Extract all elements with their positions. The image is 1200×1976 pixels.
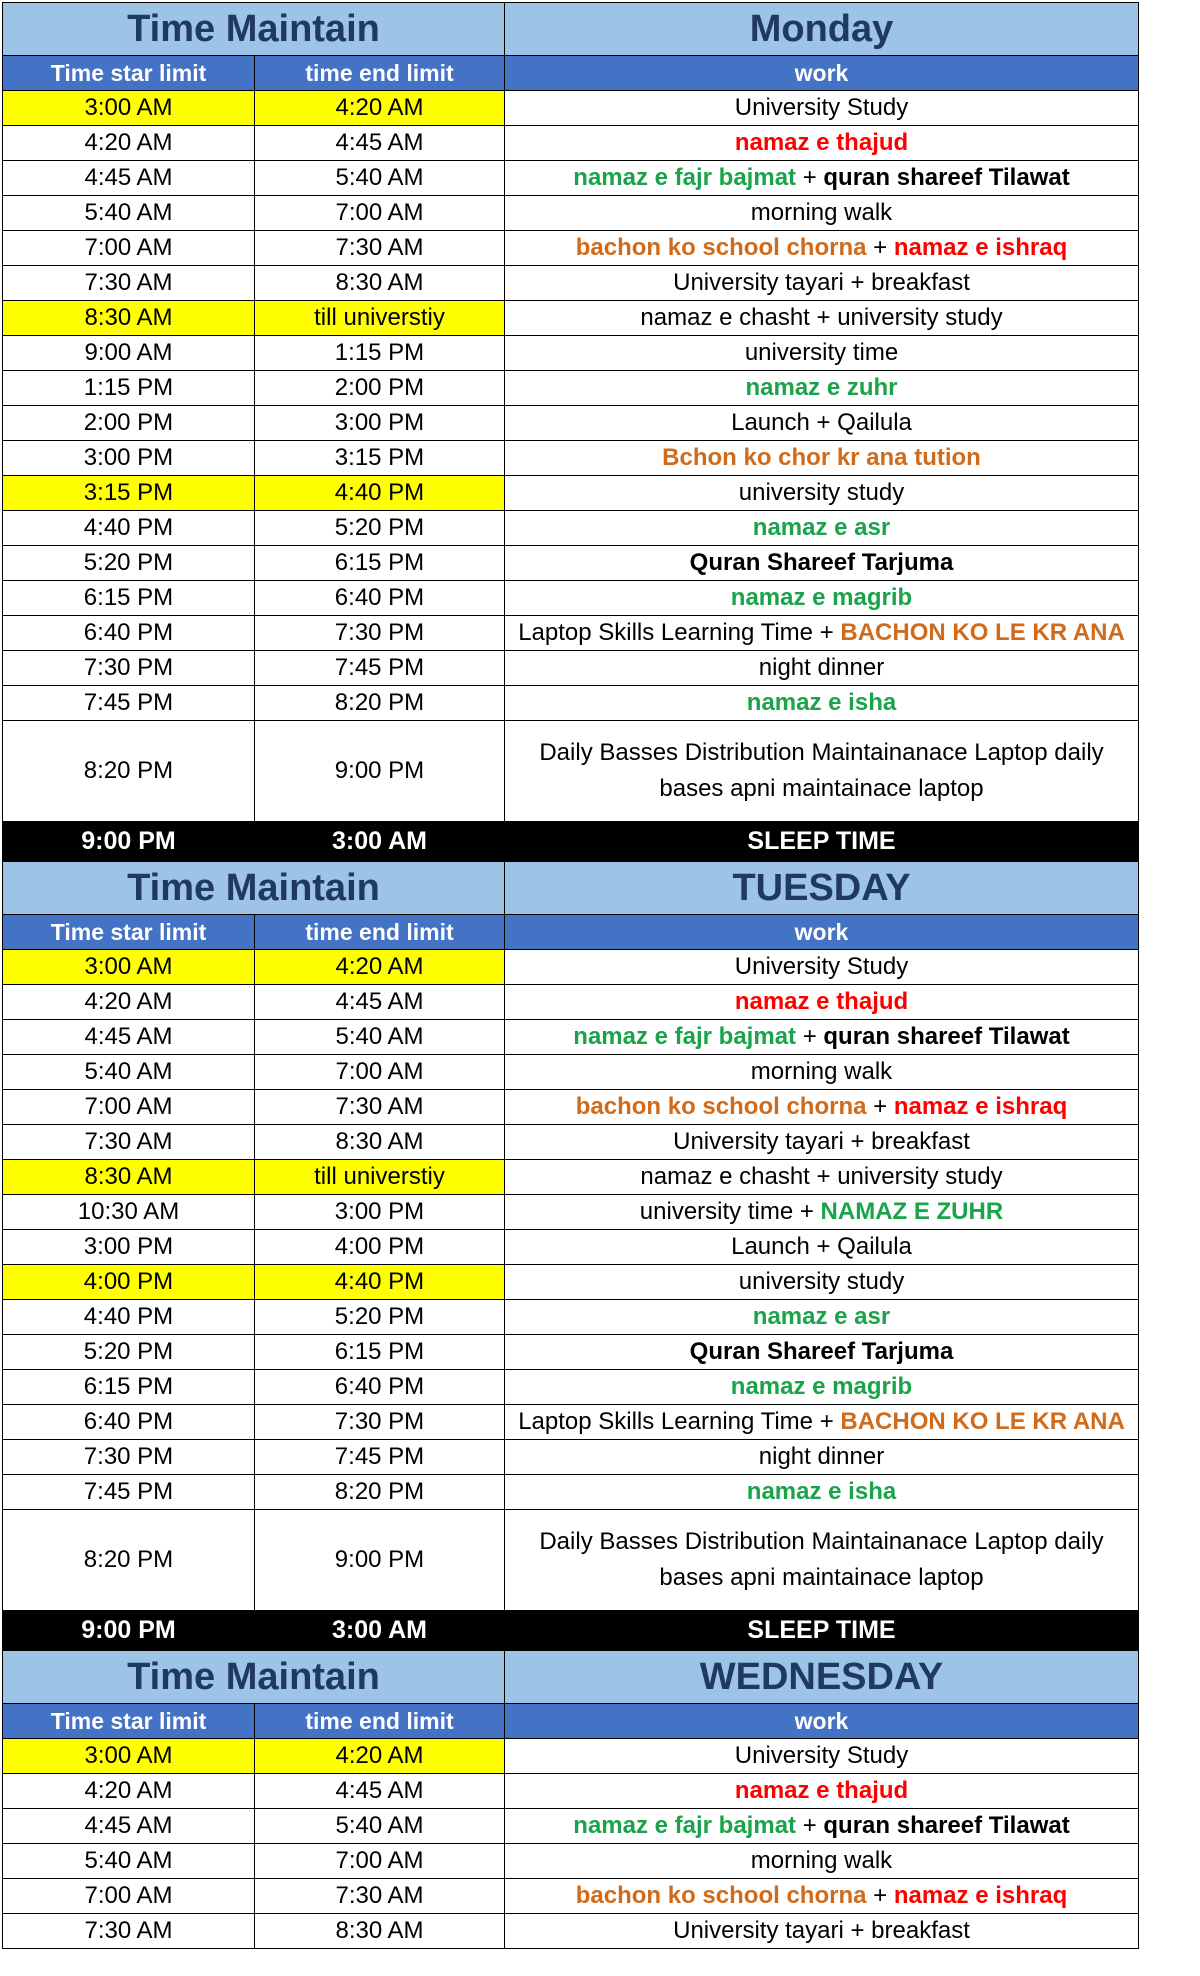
work-cell xyxy=(505,371,1139,406)
end-time-cell: 8:20 PM xyxy=(255,686,505,721)
work-text: Quran Shareef Tarjuma xyxy=(689,549,954,576)
table-row xyxy=(3,1125,1139,1160)
end-time-cell: 7:45 PM xyxy=(255,1440,505,1475)
table-row xyxy=(3,1230,1139,1265)
work-cell xyxy=(505,1300,1139,1335)
day-name: TUESDAY xyxy=(505,862,1139,915)
work-text: Daily Basses Distribution Maintainanace Laptop daily bases apni maintainace laptop xyxy=(539,739,1104,802)
end-time-cell: 4:40 PM xyxy=(255,476,505,511)
column-header: work xyxy=(505,56,1139,91)
table-row xyxy=(3,721,1139,822)
end-time-cell: 3:00 PM xyxy=(255,406,505,441)
end-time-cell: 7:30 AM xyxy=(255,1879,505,1914)
column-header: time end limit xyxy=(255,915,505,950)
work-text: University Study xyxy=(734,1742,909,1769)
work-text: BACHON KO LE KR ANA xyxy=(840,1408,1125,1435)
end-time-cell: 6:15 PM xyxy=(255,1335,505,1370)
table-row xyxy=(3,1195,1139,1230)
work-text: morning walk xyxy=(750,1058,893,1085)
start-time-cell: 7:30 AM xyxy=(3,266,255,301)
start-time-cell: 8:30 AM xyxy=(3,1160,255,1195)
work-cell xyxy=(505,1020,1139,1055)
work-cell xyxy=(505,1370,1139,1405)
work-text: namaz e asr xyxy=(752,1303,891,1330)
start-time-cell: 3:15 PM xyxy=(3,476,255,511)
table-row xyxy=(3,1335,1139,1370)
day-table xyxy=(2,861,1139,1650)
work-text: + xyxy=(796,1023,824,1050)
table-row xyxy=(3,1440,1139,1475)
work-text: quran shareef Tilawat xyxy=(823,164,1070,191)
work-text: namaz e asr xyxy=(752,514,891,541)
start-time-cell: 3:00 AM xyxy=(3,950,255,985)
sleep-end: 3:00 AM xyxy=(255,1611,505,1650)
work-cell xyxy=(505,196,1139,231)
work-cell xyxy=(505,126,1139,161)
work-cell xyxy=(505,1475,1139,1510)
table-row xyxy=(3,231,1139,266)
end-time-cell: 5:40 AM xyxy=(255,1809,505,1844)
day-table xyxy=(2,1650,1139,1949)
work-text: namaz e fajr bajmat xyxy=(573,164,797,191)
start-time-cell: 6:15 PM xyxy=(3,1370,255,1405)
work-cell xyxy=(505,1809,1139,1844)
work-cell xyxy=(505,476,1139,511)
start-time-cell: 7:30 AM xyxy=(3,1914,255,1949)
end-time-cell: 1:15 PM xyxy=(255,336,505,371)
work-cell xyxy=(505,950,1139,985)
work-text: + xyxy=(866,1882,894,1909)
end-time-cell: 6:15 PM xyxy=(255,546,505,581)
work-cell xyxy=(505,301,1139,336)
end-time-cell: 5:20 PM xyxy=(255,1300,505,1335)
table-row xyxy=(3,406,1139,441)
work-cell xyxy=(505,1405,1139,1440)
day-name: WEDNESDAY xyxy=(505,1651,1139,1704)
work-text: NAMAZ E ZUHR xyxy=(820,1198,1004,1225)
start-time-cell: 8:20 PM xyxy=(3,721,255,822)
title-row xyxy=(3,3,1139,56)
work-cell xyxy=(505,91,1139,126)
table-row xyxy=(3,1510,1139,1611)
work-text: morning walk xyxy=(750,1847,893,1874)
table-row xyxy=(3,546,1139,581)
work-cell xyxy=(505,581,1139,616)
work-text: namaz e ishraq xyxy=(893,234,1068,261)
table-row xyxy=(3,1739,1139,1774)
header-row xyxy=(3,915,1139,950)
table-row xyxy=(3,511,1139,546)
work-text: university study xyxy=(738,479,905,506)
end-time-cell: 7:45 PM xyxy=(255,651,505,686)
work-text: namaz e thajud xyxy=(734,1777,909,1804)
work-text: namaz e ishraq xyxy=(893,1882,1068,1909)
table-row xyxy=(3,126,1139,161)
work-cell xyxy=(505,616,1139,651)
start-time-cell: 4:40 PM xyxy=(3,511,255,546)
work-text: BACHON KO LE KR ANA xyxy=(840,619,1125,646)
table-row xyxy=(3,266,1139,301)
work-text: namaz e chasht + university study xyxy=(640,304,1003,331)
start-time-cell: 5:20 PM xyxy=(3,1335,255,1370)
column-header: work xyxy=(505,1704,1139,1739)
column-header: Time star limit xyxy=(3,56,255,91)
table-row xyxy=(3,91,1139,126)
start-time-cell: 1:15 PM xyxy=(3,371,255,406)
column-header: time end limit xyxy=(255,56,505,91)
table-row xyxy=(3,1809,1139,1844)
work-text: + xyxy=(866,234,894,261)
end-time-cell: 3:00 PM xyxy=(255,1195,505,1230)
table-row xyxy=(3,1020,1139,1055)
table-row xyxy=(3,1370,1139,1405)
table-row xyxy=(3,581,1139,616)
start-time-cell: 7:45 PM xyxy=(3,686,255,721)
table-row xyxy=(3,1055,1139,1090)
work-text: Bchon ko chor kr ana tution xyxy=(662,444,981,471)
end-time-cell: 5:40 AM xyxy=(255,161,505,196)
column-header: Time star limit xyxy=(3,915,255,950)
start-time-cell: 9:00 AM xyxy=(3,336,255,371)
schedule-sheet xyxy=(2,2,1138,1949)
start-time-cell: 7:45 PM xyxy=(3,1475,255,1510)
table-row xyxy=(3,441,1139,476)
work-text: + xyxy=(866,1093,894,1120)
table-row xyxy=(3,1090,1139,1125)
work-text: Daily Basses Distribution Maintainanace Laptop daily bases apni maintainace laptop xyxy=(539,1528,1104,1591)
column-header: work xyxy=(505,915,1139,950)
work-text: + xyxy=(796,164,824,191)
work-text: namaz e magrib xyxy=(730,1373,913,1400)
start-time-cell: 7:30 AM xyxy=(3,1125,255,1160)
end-time-cell: 4:45 AM xyxy=(255,985,505,1020)
work-text: namaz e ishraq xyxy=(893,1093,1068,1120)
table-row xyxy=(3,196,1139,231)
start-time-cell: 4:45 AM xyxy=(3,1020,255,1055)
table-row xyxy=(3,1774,1139,1809)
table-row xyxy=(3,1879,1139,1914)
work-text: bachon ko school chorna xyxy=(575,1093,867,1120)
work-text: namaz e chasht + university study xyxy=(640,1163,1003,1190)
work-cell xyxy=(505,1739,1139,1774)
start-time-cell: 3:00 AM xyxy=(3,91,255,126)
table-row xyxy=(3,161,1139,196)
start-time-cell: 6:40 PM xyxy=(3,1405,255,1440)
start-time-cell: 5:20 PM xyxy=(3,546,255,581)
sleep-start: 9:00 PM xyxy=(3,1611,255,1650)
work-cell xyxy=(505,546,1139,581)
start-time-cell: 5:40 AM xyxy=(3,1844,255,1879)
end-time-cell: 4:20 AM xyxy=(255,950,505,985)
work-text: University tayari + breakfast xyxy=(673,1128,970,1155)
work-text: university time xyxy=(744,339,899,366)
work-text: night dinner xyxy=(758,654,885,681)
start-time-cell: 4:20 AM xyxy=(3,126,255,161)
work-cell xyxy=(505,1230,1139,1265)
end-time-cell: 3:15 PM xyxy=(255,441,505,476)
start-time-cell: 3:00 AM xyxy=(3,1739,255,1774)
work-cell xyxy=(505,231,1139,266)
end-time-cell: 7:00 AM xyxy=(255,196,505,231)
end-time-cell: 9:00 PM xyxy=(255,1510,505,1611)
start-time-cell: 2:00 PM xyxy=(3,406,255,441)
end-time-cell: 7:30 AM xyxy=(255,1090,505,1125)
start-time-cell: 6:15 PM xyxy=(3,581,255,616)
title-row xyxy=(3,1651,1139,1704)
work-text: Laptop Skills Learning Time + xyxy=(518,619,841,646)
work-text: university study xyxy=(738,1268,905,1295)
sleep-label: SLEEP TIME xyxy=(505,822,1139,861)
work-text: namaz e fajr bajmat xyxy=(573,1812,797,1839)
work-cell xyxy=(505,511,1139,546)
end-time-cell: 8:30 AM xyxy=(255,266,505,301)
work-text: quran shareef Tilawat xyxy=(823,1812,1070,1839)
work-text: namaz e fajr bajmat xyxy=(573,1023,797,1050)
work-cell xyxy=(505,686,1139,721)
column-header: time end limit xyxy=(255,1704,505,1739)
day-name: Monday xyxy=(505,3,1139,56)
end-time-cell: 7:00 AM xyxy=(255,1844,505,1879)
table-row xyxy=(3,985,1139,1020)
end-time-cell: 7:30 PM xyxy=(255,616,505,651)
end-time-cell: 4:40 PM xyxy=(255,1265,505,1300)
table-row xyxy=(3,651,1139,686)
work-cell xyxy=(505,161,1139,196)
header-row xyxy=(3,1704,1139,1739)
work-cell xyxy=(505,1125,1139,1160)
table-row xyxy=(3,301,1139,336)
end-time-cell: till universtiy xyxy=(255,1160,505,1195)
work-cell xyxy=(505,985,1139,1020)
sheet-title: Time Maintain xyxy=(3,862,505,915)
start-time-cell: 4:20 AM xyxy=(3,985,255,1020)
table-row xyxy=(3,950,1139,985)
start-time-cell: 4:45 AM xyxy=(3,1809,255,1844)
work-cell xyxy=(505,1160,1139,1195)
table-row xyxy=(3,1160,1139,1195)
work-text: university time + xyxy=(639,1198,821,1225)
table-row xyxy=(3,1914,1139,1949)
work-cell xyxy=(505,406,1139,441)
start-time-cell: 4:45 AM xyxy=(3,161,255,196)
table-row xyxy=(3,336,1139,371)
work-cell xyxy=(505,1440,1139,1475)
header-row xyxy=(3,56,1139,91)
end-time-cell: 2:00 PM xyxy=(255,371,505,406)
table-row xyxy=(3,1265,1139,1300)
work-text: University tayari + breakfast xyxy=(673,1917,970,1944)
work-text: + xyxy=(796,1812,824,1839)
work-text: bachon ko school chorna xyxy=(575,1882,867,1909)
work-cell xyxy=(505,1510,1139,1611)
table-row xyxy=(3,1300,1139,1335)
start-time-cell: 4:40 PM xyxy=(3,1300,255,1335)
end-time-cell: 4:20 AM xyxy=(255,1739,505,1774)
start-time-cell: 7:00 AM xyxy=(3,1090,255,1125)
work-cell xyxy=(505,1335,1139,1370)
end-time-cell: 7:30 AM xyxy=(255,231,505,266)
end-time-cell: 6:40 PM xyxy=(255,1370,505,1405)
day-table xyxy=(2,2,1139,861)
work-text: namaz e isha xyxy=(746,1478,897,1505)
work-cell xyxy=(505,336,1139,371)
sleep-row xyxy=(3,822,1139,861)
table-row xyxy=(3,616,1139,651)
end-time-cell: 4:45 AM xyxy=(255,1774,505,1809)
table-row xyxy=(3,1844,1139,1879)
work-text: morning walk xyxy=(750,199,893,226)
start-time-cell: 6:40 PM xyxy=(3,616,255,651)
start-time-cell: 10:30 AM xyxy=(3,1195,255,1230)
start-time-cell: 4:20 AM xyxy=(3,1774,255,1809)
start-time-cell: 7:00 AM xyxy=(3,231,255,266)
end-time-cell: 8:30 AM xyxy=(255,1125,505,1160)
end-time-cell: 5:40 AM xyxy=(255,1020,505,1055)
work-text: namaz e isha xyxy=(746,689,897,716)
table-row xyxy=(3,686,1139,721)
work-text: night dinner xyxy=(758,1443,885,1470)
work-text: namaz e magrib xyxy=(730,584,913,611)
end-time-cell: 8:20 PM xyxy=(255,1475,505,1510)
start-time-cell: 3:00 PM xyxy=(3,1230,255,1265)
work-text: Laptop Skills Learning Time + xyxy=(518,1408,841,1435)
work-text: University Study xyxy=(734,94,909,121)
end-time-cell: 6:40 PM xyxy=(255,581,505,616)
end-time-cell: 5:20 PM xyxy=(255,511,505,546)
work-text: Quran Shareef Tarjuma xyxy=(689,1338,954,1365)
work-cell xyxy=(505,1774,1139,1809)
start-time-cell: 8:30 AM xyxy=(3,301,255,336)
work-cell xyxy=(505,1879,1139,1914)
work-cell xyxy=(505,1055,1139,1090)
table-row xyxy=(3,1475,1139,1510)
start-time-cell: 7:30 PM xyxy=(3,651,255,686)
sleep-start: 9:00 PM xyxy=(3,822,255,861)
end-time-cell: 9:00 PM xyxy=(255,721,505,822)
work-text: University tayari + breakfast xyxy=(673,269,970,296)
work-text: quran shareef Tilawat xyxy=(823,1023,1070,1050)
work-cell xyxy=(505,1914,1139,1949)
end-time-cell: 4:00 PM xyxy=(255,1230,505,1265)
work-cell xyxy=(505,651,1139,686)
work-cell xyxy=(505,1844,1139,1879)
work-cell xyxy=(505,1195,1139,1230)
table-row xyxy=(3,1405,1139,1440)
start-time-cell: 7:30 PM xyxy=(3,1440,255,1475)
work-cell xyxy=(505,721,1139,822)
start-time-cell: 8:20 PM xyxy=(3,1510,255,1611)
work-text: Launch + Qailula xyxy=(731,1233,912,1260)
sleep-end: 3:00 AM xyxy=(255,822,505,861)
work-cell xyxy=(505,266,1139,301)
work-cell xyxy=(505,1265,1139,1300)
work-text: namaz e zuhr xyxy=(745,374,898,401)
sheet-title: Time Maintain xyxy=(3,3,505,56)
title-row xyxy=(3,862,1139,915)
end-time-cell: 4:45 AM xyxy=(255,126,505,161)
work-cell xyxy=(505,1090,1139,1125)
start-time-cell: 4:00 PM xyxy=(3,1265,255,1300)
start-time-cell: 5:40 AM xyxy=(3,196,255,231)
end-time-cell: till universtiy xyxy=(255,301,505,336)
table-row xyxy=(3,476,1139,511)
end-time-cell: 7:00 AM xyxy=(255,1055,505,1090)
end-time-cell: 8:30 AM xyxy=(255,1914,505,1949)
end-time-cell: 7:30 PM xyxy=(255,1405,505,1440)
sheet-title: Time Maintain xyxy=(3,1651,505,1704)
work-cell xyxy=(505,441,1139,476)
table-row xyxy=(3,371,1139,406)
column-header: Time star limit xyxy=(3,1704,255,1739)
start-time-cell: 5:40 AM xyxy=(3,1055,255,1090)
start-time-cell: 7:00 AM xyxy=(3,1879,255,1914)
end-time-cell: 4:20 AM xyxy=(255,91,505,126)
work-text: University Study xyxy=(734,953,909,980)
sleep-row xyxy=(3,1611,1139,1650)
work-text: Launch + Qailula xyxy=(731,409,912,436)
start-time-cell: 3:00 PM xyxy=(3,441,255,476)
work-text: bachon ko school chorna xyxy=(575,234,867,261)
work-text: namaz e thajud xyxy=(734,129,909,156)
sleep-label: SLEEP TIME xyxy=(505,1611,1139,1650)
work-text: namaz e thajud xyxy=(734,988,909,1015)
